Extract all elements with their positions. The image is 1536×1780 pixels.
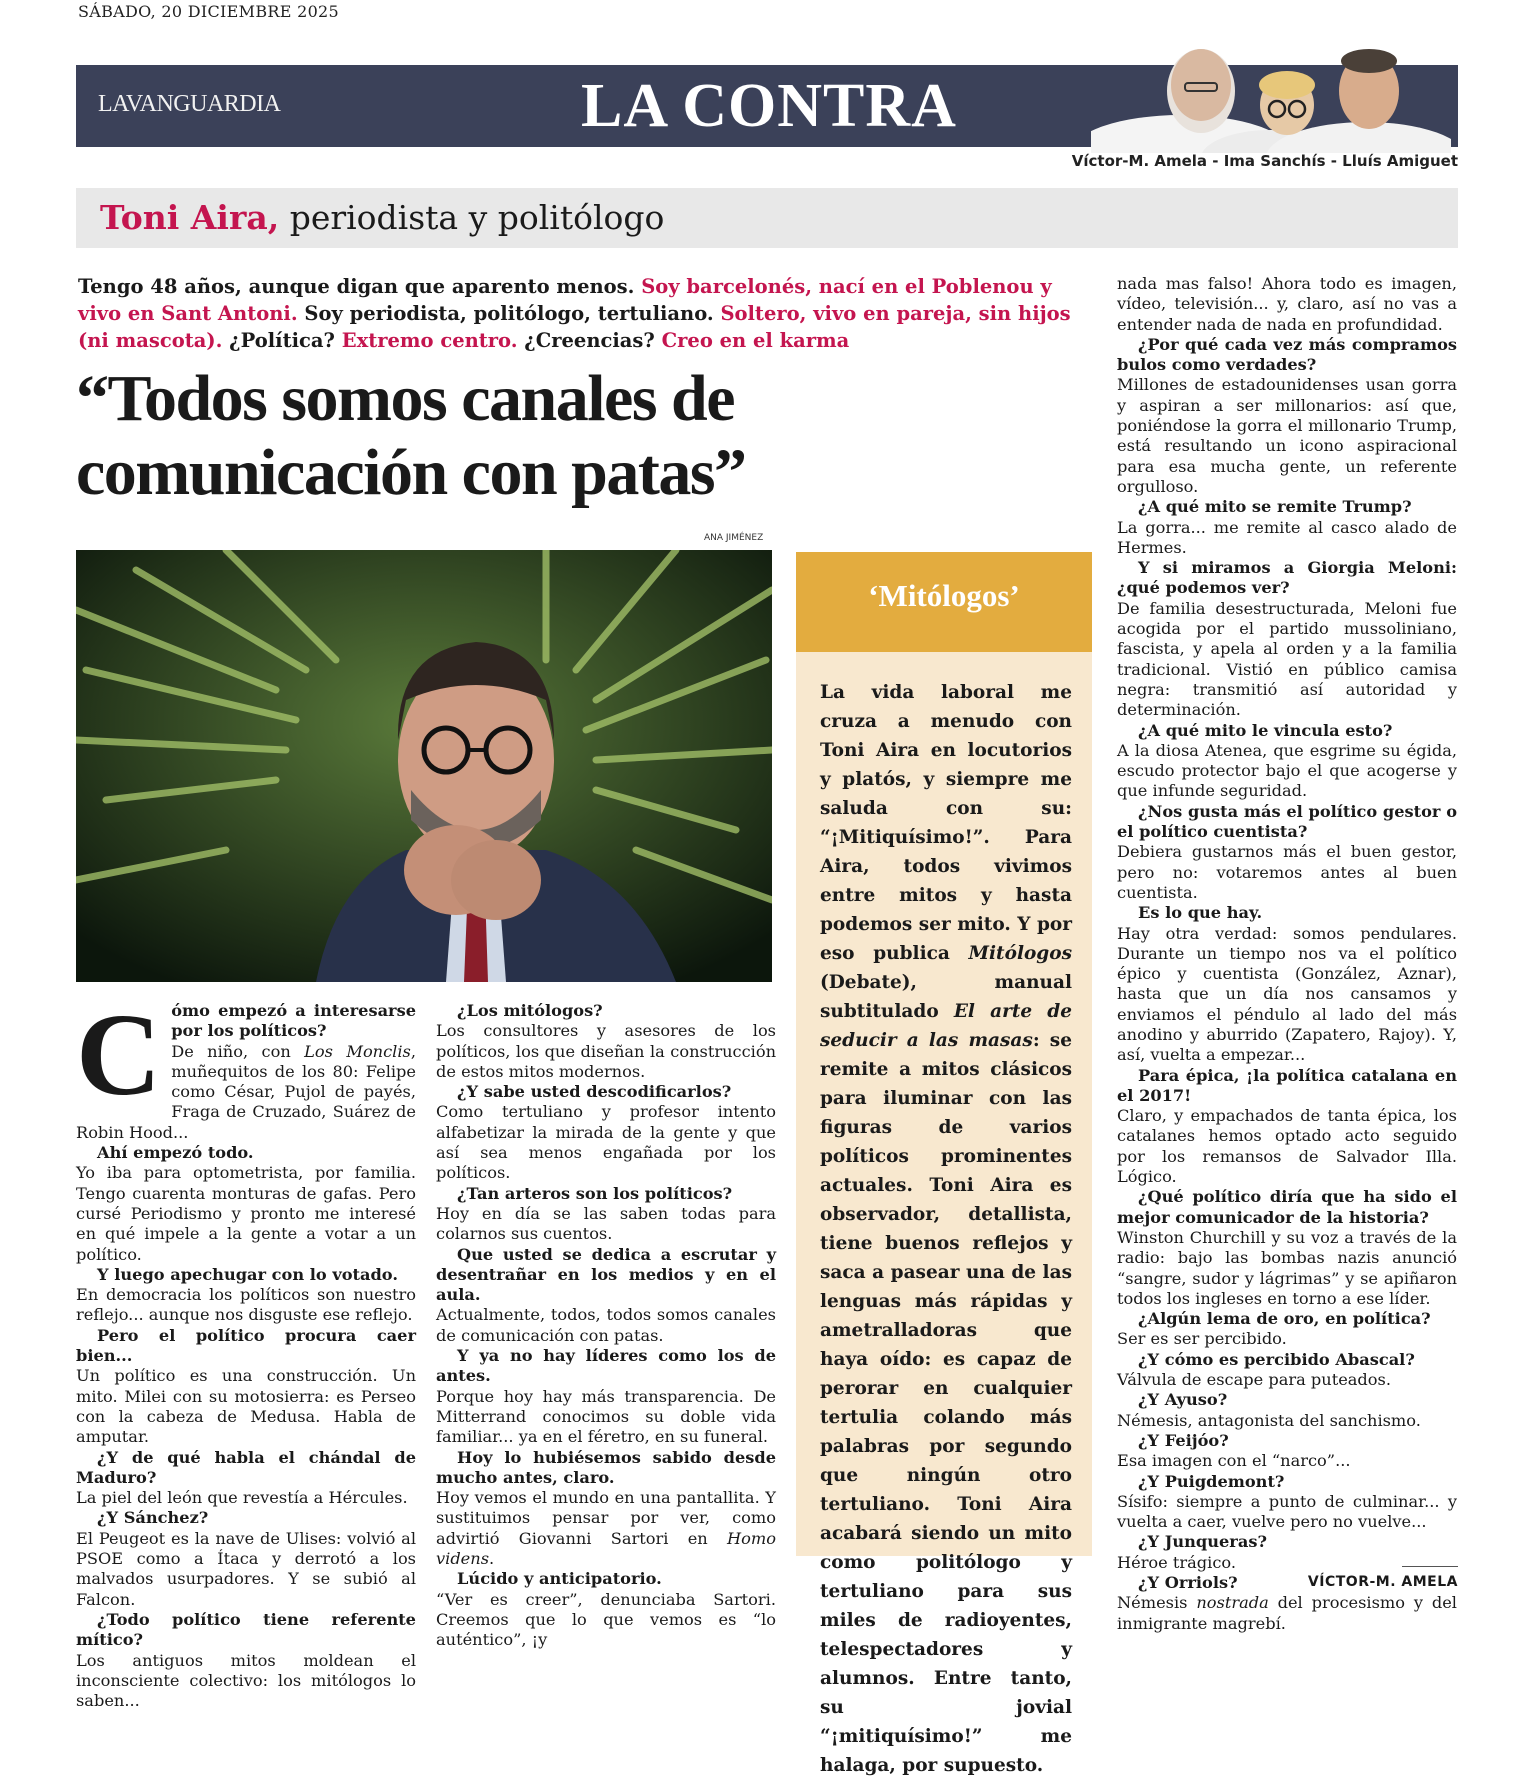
text-segment: Hoy en día se las saben todas para colarnos sus cuentos. (436, 1203, 776, 1244)
interview-answer (436, 1102, 776, 1183)
interview-column-3 (1117, 274, 1457, 1634)
text-segment: ¿Qué político diría que ha sido el mejor comunicador de la historia? (1117, 1187, 1457, 1227)
interview-answer (1117, 375, 1457, 497)
text-segment: ómo empezó a interesarse por los políticos? (171, 1001, 416, 1041)
interview-question (436, 1245, 776, 1306)
text-segment: Y ya no hay líderes como los de antes. (436, 1346, 776, 1386)
text-segment: Esa imagen con el “narco”... (1117, 1451, 1351, 1471)
sidebar-text-segment: Mitólogos (968, 943, 1072, 964)
text-segment: ¿Y cómo es percibido Abascal? (1138, 1349, 1415, 1369)
interview-answer (436, 1590, 776, 1651)
interviewee-role: periodista y politólogo (279, 198, 665, 237)
text-segment: Para épica, ¡la política catalana en el 2017! (1117, 1065, 1457, 1105)
columnists-photo (1091, 23, 1451, 153)
interview-question (1117, 1431, 1457, 1451)
text-segment: En democracia los políticos son nuestro reflejo... aunque nos disguste ese reflejo. (76, 1285, 416, 1325)
text-segment: ¿Y de qué habla el chándal de Maduro? (76, 1447, 416, 1487)
text-segment: Ahí empezó todo. (97, 1143, 254, 1163)
interview-question (76, 1265, 416, 1285)
interview-answer (436, 1387, 776, 1448)
photo-credit: ANA JIMÉNEZ (704, 533, 764, 543)
text-segment: Y luego apechugar con lo votado. (97, 1264, 398, 1284)
text-segment: Es lo que hay. (1138, 903, 1263, 923)
text-segment: ¿A qué mito se remite Trump? (1138, 497, 1412, 517)
interview-question (436, 1184, 776, 1204)
text-segment: ¿Y Orriols? (1138, 1573, 1238, 1592)
text-segment: “Ver es creer”, denunciaba Sartori. Creemos que lo que vemos es “lo auténtico”, ¡y (436, 1589, 776, 1650)
text-segment: nada mas falso! Ahora todo es imagen, vídeo, televisión... y, claro, así no vas a entender nada de nada en profundidad. (1117, 274, 1457, 334)
text-segment: Millones de estadounidenses usan gorra y aspiran a ser millonarios: así que, poniéndose la gorra el millonario Trump, está resultando un icono aspiracional para esa mucha gente, un referente orgulloso. (1117, 375, 1457, 496)
signature-rule (1402, 1566, 1458, 1567)
sidebar-box (796, 652, 1092, 1776)
text-segment: Héroe trágico. (1117, 1552, 1237, 1572)
interview-answer (1117, 1553, 1457, 1573)
columnists-names: Víctor-M. Amela - Ima Sanchís - Lluís Amiguet (1071, 152, 1458, 170)
sidebar-text (820, 678, 1072, 1780)
interview-question (76, 1143, 416, 1163)
text-segment: Ser es ser percibido. (1117, 1329, 1287, 1349)
sidebar-text-segment: : se remite a mitos clásicos para iluminar con las figuras de varios políticos prominentes actuales. Toni Aira es observador, detallista, tiene buenos reflejos y saca a pasear una de las lenguas más rápidas y ametralladoras que haya oído: es capaz de perorar en cualquier tertulia colando más palabras por segundo que ningún otro tertuliano. Toni Aira acabará siendo un mito como politólogo y tertuliano para sus miles de radioyentes, telespectadores y alumnos. Entre tanto, su jovial “¡mitiquísimo!” me halaga, por supuesto. (820, 1030, 1072, 1776)
sidebar-text-segment: El arte de seducir a las masas (820, 1001, 1072, 1051)
text-segment: ¿Nos gusta más el político gestor o el político cuentista? (1117, 801, 1457, 842)
interview-answer (1117, 1106, 1457, 1187)
text-segment: ¿Y Sánchez? (97, 1508, 209, 1528)
text-segment: Debiera gustarnos más el buen gestor, pero no: votaremos antes al buen cuentista. (1117, 842, 1457, 902)
text-segment: Los Monclis (304, 1041, 411, 1061)
text-segment: Un político es una construcción. Un mito. Milei con su motosierra: es Perseo con la cabeza de Medusa. Habla de amputar. (76, 1366, 416, 1447)
interview-answer (1117, 1329, 1457, 1349)
sidebar-header (796, 552, 1092, 652)
text-segment: Lúcido y anticipatorio. (457, 1569, 662, 1589)
interview-column-2 (436, 1001, 776, 1651)
interview-question (1117, 1350, 1457, 1370)
interview-column-1 (76, 989, 416, 1711)
text-segment: Y si miramos a Giorgia Meloni: ¿qué podemos ver? (1117, 558, 1457, 598)
interview-answer (1117, 1228, 1457, 1309)
interview-question (1117, 1066, 1457, 1107)
intro-segment: ¿Creencias? (517, 329, 662, 352)
text-segment: Pero el político procura caer bien... (76, 1325, 416, 1366)
text-segment: ¿Los mitólogos? (457, 1001, 603, 1020)
date-line: SÁBADO, 20 DICIEMBRE 2025 (78, 2, 340, 21)
interview-answer (436, 1204, 776, 1245)
interview-question (436, 1346, 776, 1387)
interview-question (1117, 1187, 1457, 1228)
text-segment: La gorra... me remite al casco alado de Hermes. (1117, 517, 1457, 557)
interviewee-photo (76, 550, 772, 982)
interviewee-bar (76, 188, 1458, 248)
interview-question (1117, 335, 1457, 376)
text-segment: ¿A qué mito le vincula esto? (1138, 720, 1393, 740)
text-segment: ¿Y sabe usted descodificarlos? (457, 1082, 732, 1102)
intro-segment: Tengo 48 años, aunque digan que aparento menos. (78, 275, 642, 298)
text-segment: Los consultores y asesores de los políticos, los que diseñan la construcción de estos mitos modernos. (436, 1021, 776, 1081)
interview-answer (76, 1529, 416, 1610)
text-segment: La piel del león que revestía a Hércules. (76, 1488, 408, 1508)
text-segment: Sísifo: siempre a punto de culminar... y vuelta a caer, vuelve pero no vuelve... (1117, 1491, 1457, 1532)
text-segment: Actualmente, todos, todos somos canales de comunicación con patas. (436, 1305, 776, 1345)
text-segment: Homo videns (436, 1528, 776, 1569)
interview-question (1117, 497, 1457, 517)
text-segment: ¿Y Feijóo? (1138, 1430, 1229, 1450)
sidebar-text-segment: La vida laboral me cruza a menudo con Toni Aira en locutorios y platós, y siempre me saluda con su: “¡Mitiquísimo!”. Para Aira, todos vivimos entre mitos y hasta podemos ser mito. Y por eso publica (820, 682, 1072, 964)
interview-question (436, 1001, 776, 1021)
interview-answer (1117, 1411, 1457, 1431)
interview-answer (1117, 842, 1457, 903)
interview-answer (76, 1488, 416, 1508)
intro-segment: Soy periodista, politólogo, tertuliano. (297, 302, 721, 325)
interview-question (1117, 721, 1457, 741)
interview-answer (1117, 1593, 1457, 1634)
interview-question (76, 1326, 416, 1367)
text-segment: , muñequitos de los 80: Felipe como César, Pujol de payés, Fraga de Cruzado, Suárez de Robin Hood... (76, 1041, 416, 1142)
text-segment: Hay otra verdad: somos pendulares. Durante un tiempo nos va el político épico y cuentista (González, Aznar), hasta que un día nos cansamos y enviamos el péndulo al lado del más anodino y aburrido (Zapatero, Rajoy). Y, así, vuelta a empezar... (1117, 923, 1457, 1065)
sidebar-title: ‘Mitólogos’ (868, 578, 1020, 613)
masthead (76, 65, 1458, 147)
text-segment: Némesis, antagonista del sanchismo. (1117, 1410, 1421, 1430)
interview-question (1117, 903, 1457, 923)
text-segment: Los antiguos mitos moldean el inconsciente colectivo: los mitólogos lo saben... (76, 1650, 416, 1711)
sidebar-text-segment: (Debate), manual subtitulado (820, 972, 1072, 1022)
text-segment: Como tertuliano y profesor intento alfabetizar la mirada de la gente y que así sea menos engañada por los políticos. (436, 1102, 776, 1183)
text-segment: Némesis (1117, 1593, 1197, 1613)
interview-question (76, 1610, 416, 1651)
interview-question (76, 1508, 416, 1528)
interview-question (1117, 1390, 1457, 1410)
text-segment: Válvula de escape para puteados. (1117, 1370, 1391, 1390)
interview-answer (76, 1285, 416, 1326)
author-signature: VÍCTOR-M. AMELA (1307, 1574, 1458, 1590)
interview-question (76, 1448, 416, 1489)
interviewee-name: Toni Aira, (100, 198, 280, 237)
text-segment: Que usted se dedica a escrutar y desentrañar en los medios y en el aula. (436, 1244, 776, 1305)
intro-segment: Soltero, vivo en pareja, sin hijos (ni mascota). (78, 302, 1071, 352)
text-segment: De niño, con (171, 1041, 305, 1061)
interview-answer (76, 1651, 416, 1712)
section-title: LA CONTRA (581, 72, 957, 140)
interview-question (436, 1448, 776, 1489)
text-segment: Hoy lo hubiésemos sabido desde mucho antes, claro. (436, 1447, 776, 1487)
interview-question (436, 1569, 776, 1589)
interview-answer (1117, 274, 1457, 335)
text-segment: ¿Y Ayuso? (1138, 1390, 1228, 1410)
interview-answer (436, 1305, 776, 1346)
text-segment: A la diosa Atenea, que esgrime su égida, escudo protector bajo el que acogerse y que infunde seguridad. (1117, 740, 1457, 801)
drop-cap: C (76, 989, 162, 1120)
interview-answer (1117, 741, 1457, 802)
text-segment: ¿Algún lema de oro, en política? (1138, 1309, 1431, 1329)
interview-question (1117, 1472, 1457, 1492)
text-segment: De familia desestructurada, Meloni fue acogida por el partido mussoliniano, fascista, y apela al orden y a la familia tradicional. Vistió en público camisa negra: transmitió así autoridad y determinación. (1117, 598, 1457, 720)
text-segment: Porque hoy hay más transparencia. De Mitterrand conocimos su doble vida familiar... ya en el féretro, en su funeral. (436, 1386, 776, 1447)
intro-segment: Extremo centro. (341, 329, 518, 352)
text-segment: Winston Churchill y su voz a través de la radio: bajo las bombas nazis anunció “sangre, sudor y lágrimas” y se apiñaron todos los ingleses en torno a ese líder. (1117, 1227, 1457, 1308)
interview-answer (1117, 1492, 1457, 1533)
interview-answer (76, 1163, 416, 1264)
text-segment: ¿Todo político tiene referente mítico? (76, 1609, 416, 1650)
newspaper-logo: LAVANGUARDIA (98, 91, 281, 117)
interview-question (436, 1082, 776, 1102)
headline: “Todos somos canales de comunicación con patas” (76, 362, 746, 509)
text-segment: del procesismo y del inmigrante magrebí. (1117, 1593, 1457, 1633)
text-segment: Claro, y empachados de tanta épica, los catalanes hemos optado acto seguido por los remansos de Salvador Illa. Lógico. (1117, 1106, 1457, 1187)
text-segment: Hoy vemos el mundo en una pantallita. Y sustituimos pensar por ver, como advirtió Giovanni Sartori en (436, 1488, 776, 1548)
intro-profile (78, 273, 1078, 354)
interview-answer (1117, 1451, 1457, 1471)
interview-question (1117, 558, 1457, 599)
interview-answer (1117, 924, 1457, 1066)
interview-answer (436, 1021, 776, 1082)
intro-segment: Creo en el karma (661, 329, 850, 352)
text-segment: ¿Y Junqueras? (1138, 1532, 1267, 1552)
interview-answer (1117, 1370, 1457, 1390)
intro-segment: ¿Política? (222, 329, 342, 352)
interview-answer (1117, 518, 1457, 559)
text-segment: ¿Y Puigdemont? (1138, 1471, 1285, 1491)
interview-question (1117, 1309, 1457, 1329)
interview-question (1117, 802, 1457, 843)
text-segment: El Peugeot es la nave de Ulises: volvió al PSOE como a Ítaca y derrotó a los malvados usurpadores. Y se subió al Falcon. (76, 1528, 416, 1609)
interview-answer (1117, 599, 1457, 721)
text-segment: ¿Por qué cada vez más compramos bulos como verdades? (1117, 334, 1457, 375)
interview-answer (436, 1488, 776, 1569)
intro-segment: Soy barcelonés, nací en el Poblenou y vivo en Sant Antoni. (78, 275, 1052, 325)
text-segment: Yo iba para optometrista, por familia. Tengo cuarenta monturas de gafas. Pero cursé Periodismo y pronto me interesé en qué impele a la gente a votar a un político. (76, 1163, 416, 1264)
interview-answer (76, 1366, 416, 1447)
text-segment: nostrada (1196, 1593, 1269, 1613)
interview-question (1117, 1532, 1457, 1552)
text-segment: . (489, 1549, 495, 1569)
text-segment: ¿Tan arteros son los políticos? (457, 1183, 733, 1203)
